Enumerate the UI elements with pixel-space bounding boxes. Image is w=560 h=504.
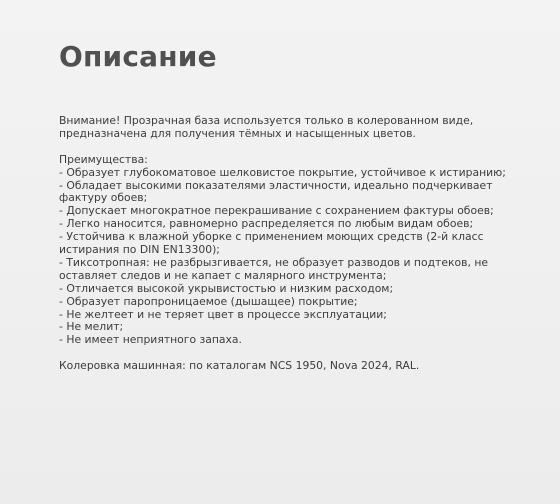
description-body: [59, 115, 529, 373]
advantage-item: - Легко наносится, равномерно распределяется по любым видам обоев;: [59, 217, 474, 231]
advantage-item: - Отличается высокой укрывистостью и низким расходом;: [59, 281, 394, 295]
advantages-heading: Преимущества:: [59, 152, 148, 166]
advantage-item: - Образует паропроницаемое (дышащее) покрытие;: [59, 294, 358, 308]
tinting-paragraph: Колеровка машинная: по каталогам NCS 1950, Nova 2024, RAL.: [59, 359, 420, 373]
advantage-item: - Не мелит;: [59, 320, 124, 334]
intro-paragraph: Внимание! Прозрачная база используется только в колерованном виде, предназначена для получения тёмных и насыщенных цветов.: [59, 114, 474, 140]
advantage-item: - Не желтеет и не теряет цвет в процессе эксплуатации;: [59, 307, 387, 321]
advantage-item: - Не имеет неприятного запаха.: [59, 333, 242, 347]
advantages-list: [59, 167, 529, 348]
advantage-item: - Тиксотропная: не разбрызгивается, не образует разводов и подтеков, не оставляет следов и не капает с малярного инструмента;: [59, 255, 489, 282]
advantage-item: - Образует глубокоматовое шелковистое покрытие, устойчивое к истиранию;: [59, 165, 506, 179]
advantage-item: - Обладает высокими показателями эластичности, идеально подчеркивает фактуру обоев;: [59, 178, 493, 205]
advantage-item: - Устойчива к влажной уборке с применением моющих средств (2-й класс истирания по DIN EN13300);: [59, 230, 484, 257]
page-title: Описание: [59, 40, 217, 73]
paragraph-spacer: [59, 141, 529, 154]
advantage-item: - Допускает многократное перекрашивание с сохранением фактуры обоев;: [59, 204, 494, 218]
